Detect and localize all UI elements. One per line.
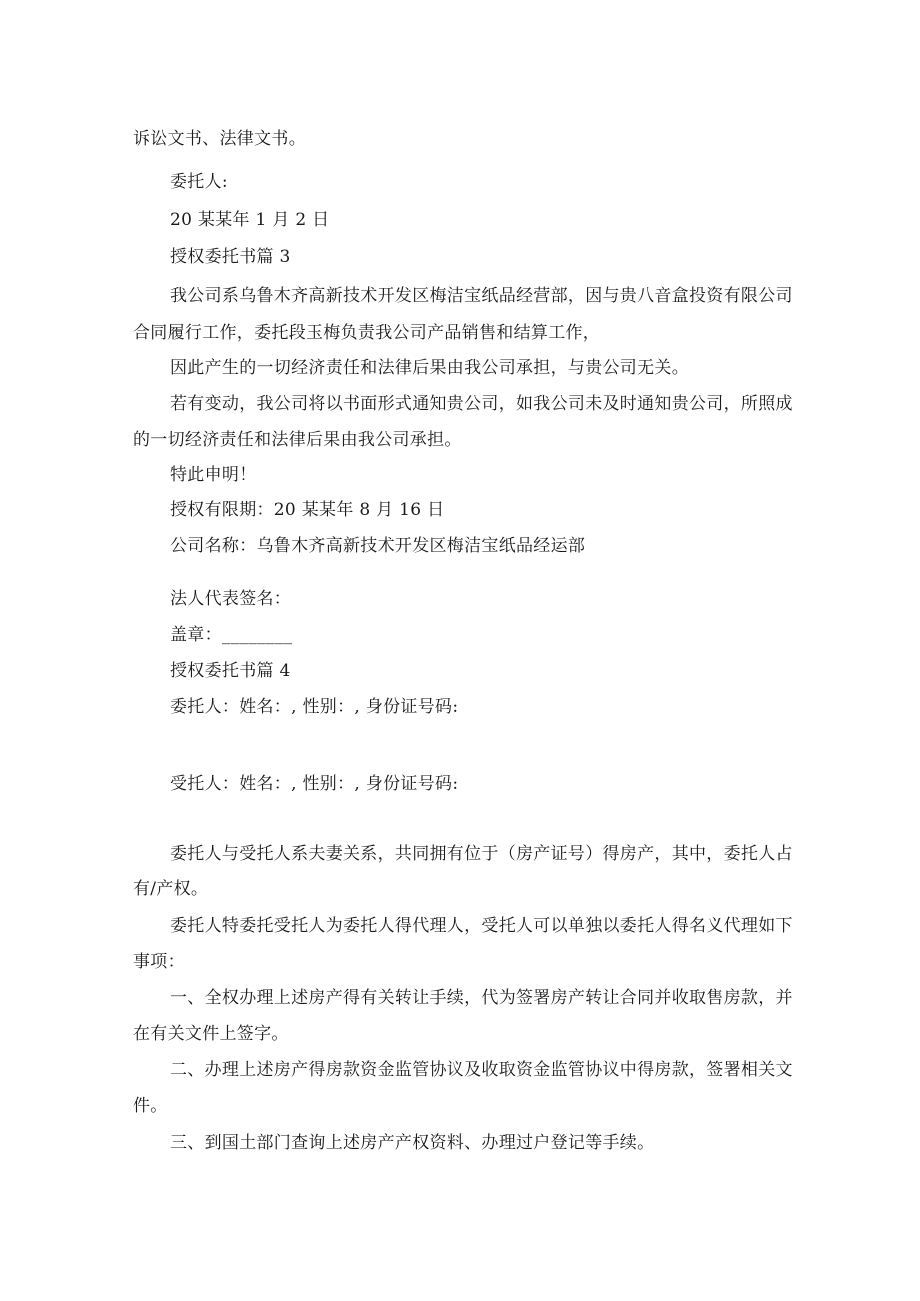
text-line-principal: 委托人:	[170, 172, 228, 192]
text-line-seal: 盖章：________	[170, 625, 293, 645]
paragraph-line: 委托人与受托人系夫妻关系，共同拥有位于（房产证号）得房产，其中，委托人占	[170, 844, 793, 864]
text-line-litigation-docs: 诉讼文书、法律文书。	[133, 129, 306, 149]
list-item-3: 三、到国土部门查询上述房产产权资料、办理过户登记等手续。	[170, 1133, 655, 1153]
text-line-agent-info: 受托人：姓名：, 性别：, 身份证号码:	[170, 774, 459, 794]
paragraph-line: 我公司系乌鲁木齐高新技术开发区梅洁宝纸品经营部，因与贵八音盒投资有限公司	[170, 286, 793, 306]
paragraph-line: 事项：	[133, 952, 185, 972]
text-line-date: 20 某某年 1 月 2 日	[170, 210, 330, 230]
paragraph-line: 合同履行工作，委托段玉梅负责我公司产品销售和结算工作，	[133, 323, 601, 343]
paragraph-line: 委托人特委托受托人为委托人得代理人，受托人可以单独以委托人得名义代理如下	[170, 916, 793, 936]
list-item-1: 一、全权办理上述房产得有关转让手续，代为签署房产转让合同并收取售房款，并	[170, 988, 793, 1008]
list-item-2-cont: 件。	[133, 1096, 168, 1116]
text-line-declaration: 特此申明！	[170, 465, 257, 485]
paragraph-line: 的一切经济责任和法律后果由我公司承担。	[133, 430, 462, 450]
text-line-legal-rep-signature: 法人代表签名：	[170, 589, 292, 609]
text-line-principal-info: 委托人：姓名：, 性别：, 身份证号码:	[170, 697, 459, 717]
list-item-1-cont: 在有关文件上签字。	[133, 1024, 289, 1044]
paragraph-line: 若有变动，我公司将以书面形式通知贵公司，如我公司未及时通知贵公司，所照成	[170, 394, 793, 414]
text-line-company-name: 公司名称：乌鲁木齐高新技术开发区梅洁宝纸品经运部	[170, 536, 586, 556]
section-heading-3: 授权委托书篇 3	[170, 247, 291, 267]
section-heading-4: 授权委托书篇 4	[170, 661, 291, 681]
paragraph-line: 有/产权。	[133, 879, 209, 899]
paragraph-line: 因此产生的一切经济责任和法律后果由我公司承担，与贵公司无关。	[170, 358, 689, 378]
list-item-2: 二、办理上述房产得房款资金监管协议及收取资金监管协议中得房款，签署相关文	[170, 1060, 793, 1080]
text-line-validity-period: 授权有限期：20 某某年 8 月 16 日	[170, 500, 445, 520]
